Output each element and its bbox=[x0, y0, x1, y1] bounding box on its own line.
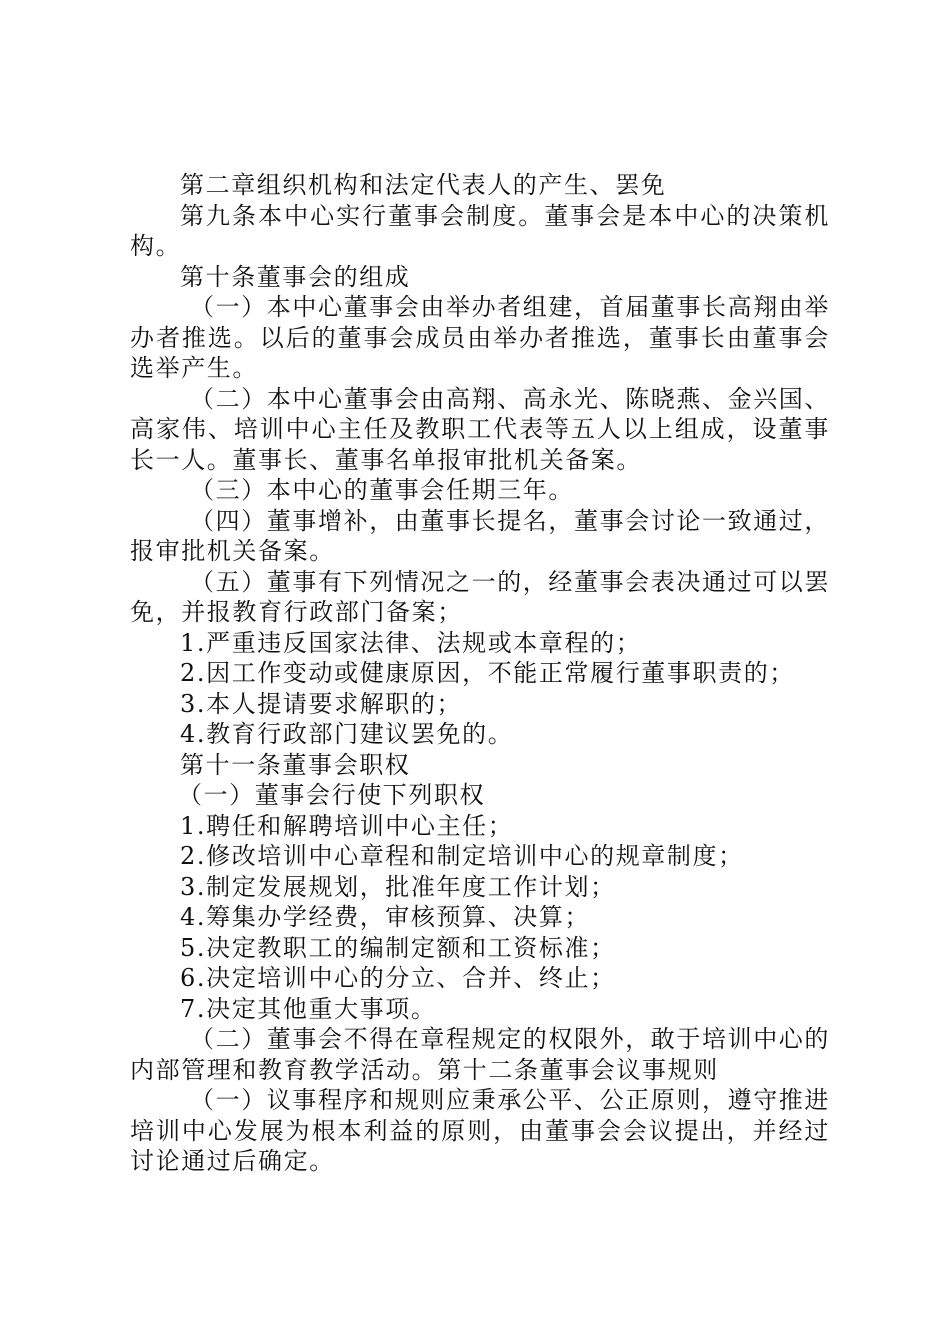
power-1: 1.聘任和解聘培训中心主任； bbox=[180, 811, 514, 840]
removal-condition-1: 1.严重违反国家法律、法规或本章程的； bbox=[180, 628, 642, 657]
power-5: 5.决定教职工的编制定额和工资标准； bbox=[180, 933, 616, 962]
power-6: 6.决定培训中心的分立、合并、终止； bbox=[180, 964, 616, 992]
removal-condition-2: 2.因工作变动或健康原因，不能正常履行董事职责的； bbox=[180, 659, 795, 687]
article-10-item-3: （三）本中心的董事会任期三年。 bbox=[190, 476, 574, 504]
article-11-item-1: （一）董事会行使下列职权 bbox=[178, 781, 486, 809]
document-body bbox=[130, 170, 830, 1177]
removal-condition-4: 4.教育行政部门建议罢免的。 bbox=[180, 720, 514, 748]
article-12-item-1: （一）议事程序和规则应秉承公平、公正原则，遵守推进培训中心发展为根本利益的原则，由董事会会议提出，并经过讨论通过后确定。 bbox=[130, 1086, 830, 1175]
article-10-item-4: （四）董事增补，由董事长提名，董事会讨论一致通过，报审批机关备案。 bbox=[130, 506, 830, 565]
article-10-item-5: （五）董事有下列情况之一的，经董事会表决通过可以罢免，并报教育行政部门备案； bbox=[130, 567, 830, 626]
article-10-item-1: （一）本中心董事会由举办者组建，首届董事长高翔由举办者推选。以后的董事会成员由举办者推选，董事长由董事会选举产生。 bbox=[130, 293, 830, 382]
article-11-heading: 第十一条董事会职权 bbox=[180, 750, 411, 779]
article-11-item-2: （二）董事会不得在章程规定的权限外，敢于培训中心的内部管理和教育教学活动。第十二条董事会议事规则 bbox=[130, 1025, 830, 1084]
power-3: 3.制定发展规划，批准年度工作计划； bbox=[180, 872, 616, 901]
power-4: 4.筹集办学经费，审核预算、决算； bbox=[180, 903, 591, 931]
chapter-heading: 第二章组织机构和法定代表人的产生、罢免 bbox=[180, 171, 667, 199]
article-9: 第九条本中心实行董事会制度。董事会是本中心的决策机构。 bbox=[130, 201, 830, 260]
article-10-item-2: （二）本中心董事会由高翔、高永光、陈晓燕、金兴国、高家伟、培训中心主任及教职工代表等五人以上组成，设董事长一人。董事长、董事名单报审批机关备案。 bbox=[130, 384, 830, 474]
removal-condition-3: 3.本人提请要求解职的； bbox=[180, 689, 463, 718]
article-10-heading: 第十条董事会的组成 bbox=[180, 262, 411, 291]
power-7: 7.决定其他重大事项。 bbox=[180, 994, 437, 1023]
power-2: 2.修改培训中心章程和制定培训中心的规章制度； bbox=[180, 842, 744, 870]
